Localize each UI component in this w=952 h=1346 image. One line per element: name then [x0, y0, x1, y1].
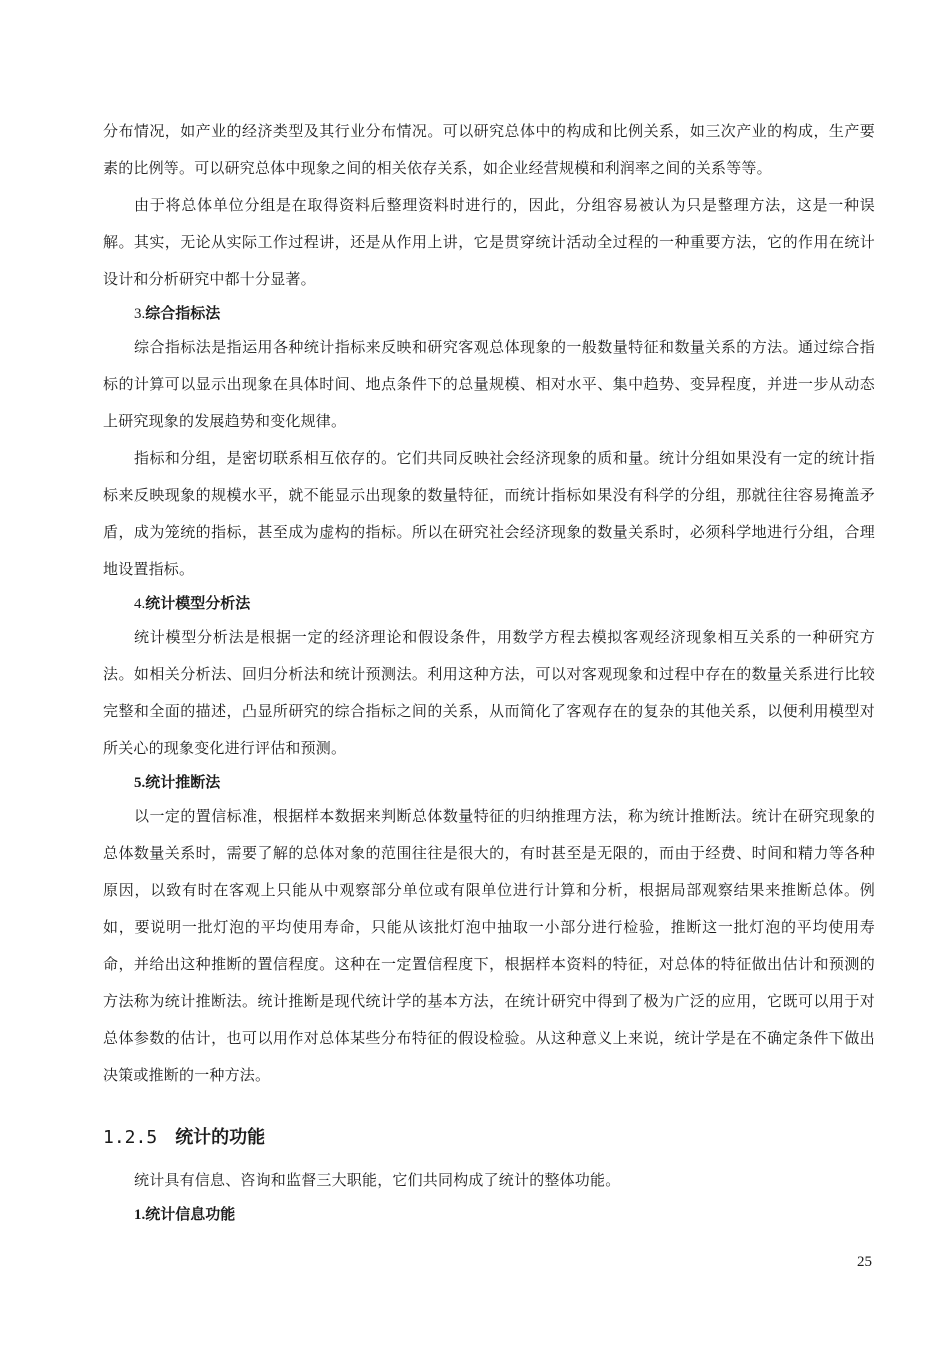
- section-number: 1.2.5: [103, 1127, 158, 1148]
- body-text: [103, 113, 875, 1230]
- paragraph-index-and-grouping: 指标和分组，是密切联系相互依存的。它们共同反映社会经济现象的质和量。统计分组如果没有一定的统计指标来反映现象的规模水平，就不能显示出现象的数量特征，而统计指标如果没有科学的分组，那就往往容易掩盖矛盾，成为笼统的指标，甚至成为虚构的指标。所以在研究社会经济现象的数量关系时，必须科学地进行分组，合理地设置指标。: [103, 449, 875, 578]
- subheading-number: 1.: [134, 1207, 146, 1223]
- subheading-title: 统计信息功能: [145, 1205, 236, 1223]
- paragraph-comprehensive-index: 综合指标法是指运用各种统计指标来反映和研究客观总体现象的一般数量特征和数量关系的方法。通过综合指标的计算可以显示出现象在具体时间、地点条件下的总量规模、相对水平、集中趋势、变异程度，并进一步从动态上研究现象的发展趋势和变化规律。: [103, 338, 875, 430]
- section-title: 统计的功能: [175, 1127, 266, 1148]
- subheading-number: 4.: [134, 596, 146, 612]
- page-number: 25: [857, 1254, 872, 1270]
- paragraph-statistics-functions: 统计具有信息、咨询和监督三大职能，它们共同构成了统计的整体功能。: [134, 1171, 621, 1189]
- subheading-statistical-inference: [103, 767, 875, 798]
- subheading-statistical-model: [103, 588, 875, 619]
- subheading-comprehensive-index: [103, 298, 875, 329]
- paragraph-statistical-model: 统计模型分析法是根据一定的经济理论和假设条件，用数学方程去模拟客观经济现象相互关系的一种研究方法。如相关分析法、回归分析法和统计预测法。利用这种方法，可以对客观现象和过程中存在的数量关系进行比较完整和全面的描述，凸显所研究的综合指标之间的关系，从而简化了客观存在的复杂的其他关系，以便利用模型对所关心的现象变化进行评估和预测。: [103, 628, 875, 757]
- subheading-title: 统计推断法: [145, 773, 221, 791]
- paragraph-grouping-distribution: 分布情况，如产业的经济类型及其行业分布情况。可以研究总体中的构成和比例关系，如三次产业的构成，生产要素的比例等。可以研究总体中现象之间的相关依存关系，如企业经营规模和利润率之间的关系等等。: [103, 122, 875, 177]
- subheading-title: 综合指标法: [145, 304, 221, 322]
- subheading-information-function: [103, 1199, 875, 1230]
- subheading-title: 统计模型分析法: [145, 594, 251, 612]
- paragraph-statistical-inference: 以一定的置信标准，根据样本数据来判断总体数量特征的归纳推理方法，称为统计推断法。统计在研究现象的总体数量关系时，需要了解的总体对象的范围往往是很大的，有时甚至是无限的，而由于经费、时间和精力等各种原因，以致有时在客观上只能从中观察部分单位或有限单位进行计算和分析，根据局部观察结果来推断总体。例如，要说明一批灯泡的平均使用寿命，只能从该批灯泡中抽取一小部分进行检验，推断这一批灯泡的平均使用寿命，并给出这种推断的置信程度。这种在一定置信程度下，根据样本资料的特征，对总体的特征做出估计和预测的方法称为统计推断法。统计推断是现代统计学的基本方法，在统计研究中得到了极为广泛的应用，它既可以用于对总体参数的估计，也可以用作对总体某些分布特征的假设检验。从这种意义上来说，统计学是在不确定条件下做出决策或推断的一种方法。: [103, 807, 875, 1084]
- paragraph-grouping-misconception: 由于将总体单位分组是在取得资料后整理资料时进行的，因此，分组容易被认为只是整理方法，这是一种误解。其实，无论从实际工作过程讲，还是从作用上讲，它是贯穿统计活动全过程的一种重要方法，它的作用在统计设计和分析研究中都十分显著。: [103, 196, 875, 288]
- subheading-number: 5.: [134, 775, 146, 791]
- subheading-number: 3.: [134, 306, 146, 322]
- section-heading: [103, 1120, 875, 1156]
